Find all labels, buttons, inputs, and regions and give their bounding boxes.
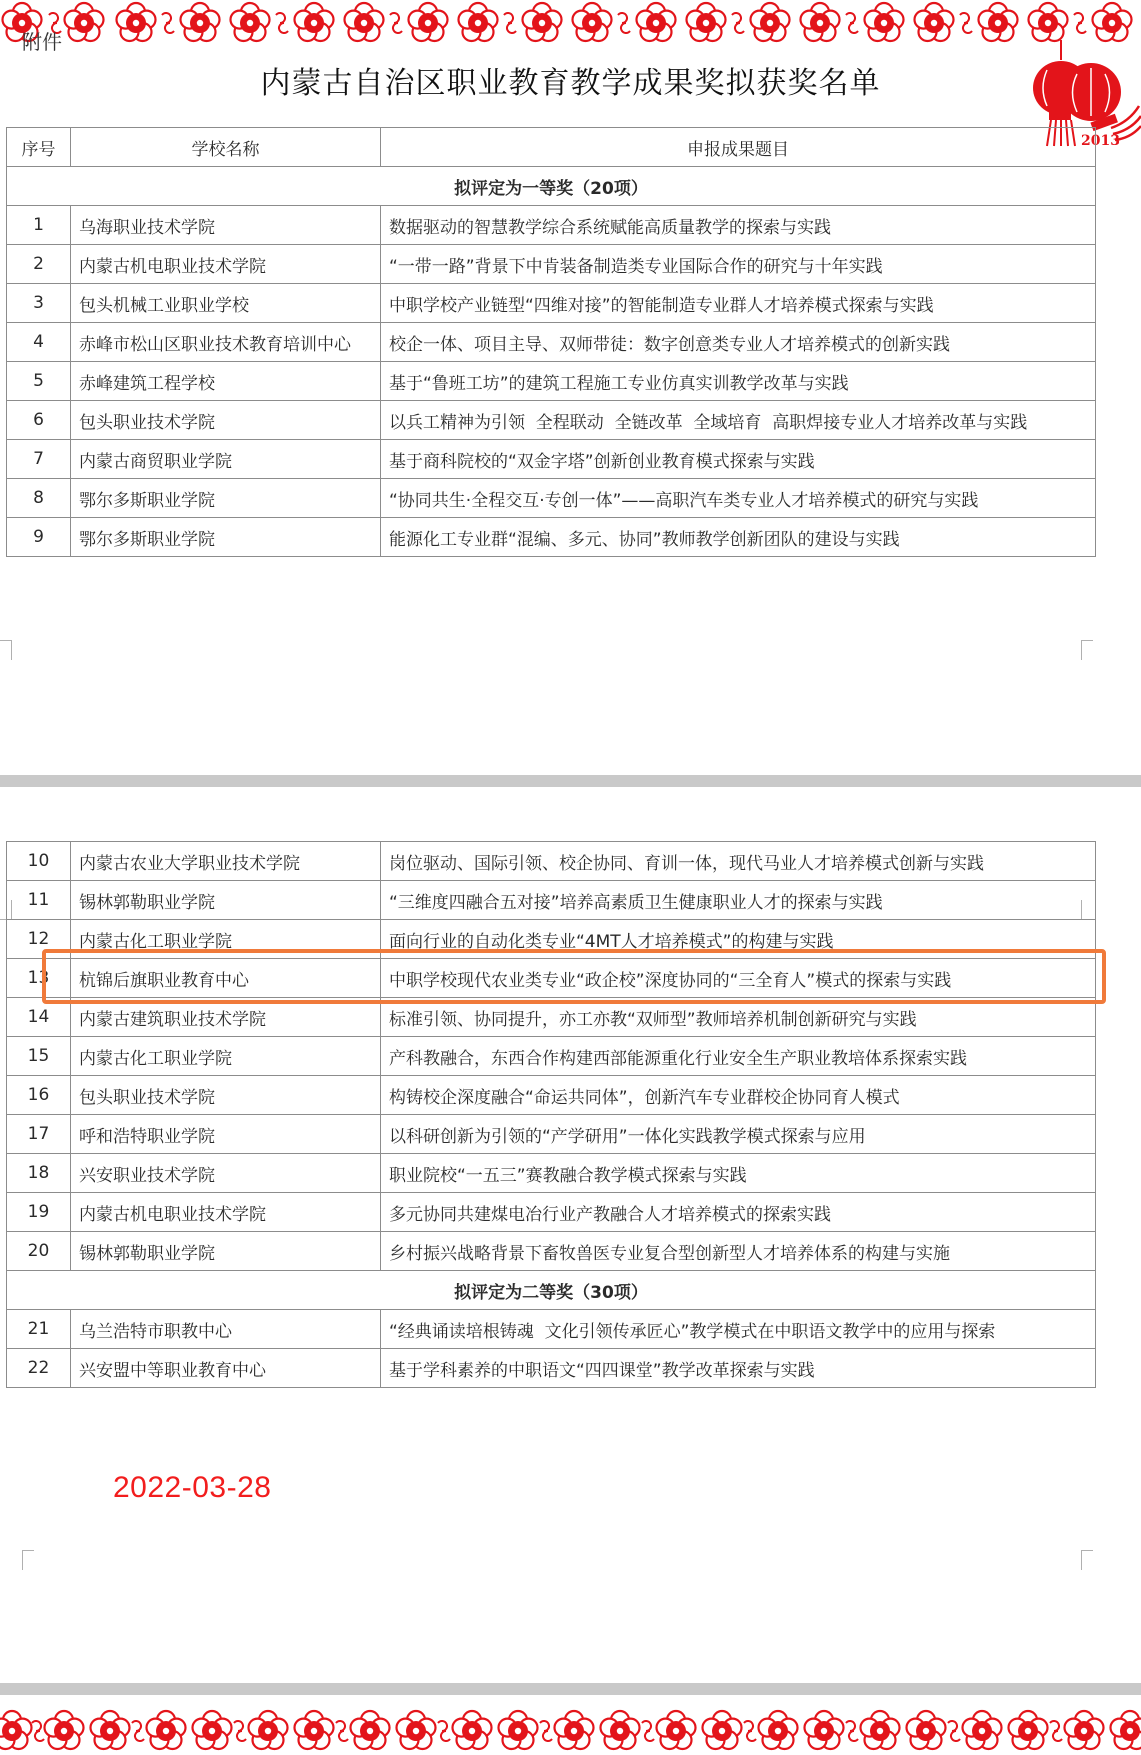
table-row: [7, 1076, 1096, 1115]
row-num: 19: [7, 1193, 71, 1232]
table-header-row: [7, 128, 1096, 167]
row-num: 6: [7, 401, 71, 440]
header-school: 学校名称: [71, 128, 381, 167]
row-num: 5: [7, 362, 71, 401]
row-topic: 能源化工专业群“混编、多元、协同”教师教学创新团队的建设与实践: [381, 518, 1096, 557]
row-school: 内蒙古农业大学职业技术学院: [71, 842, 381, 881]
row-topic: 校企一体、项目主导、双师带徒：数字创意类专业人才培养模式的创新实践: [381, 323, 1096, 362]
attachment-label: 附件: [22, 30, 62, 54]
table-row: [7, 1115, 1096, 1154]
row-topic: 面向行业的自动化类专业“4MT人才培养模式”的构建与实践: [381, 920, 1096, 959]
row-school: 包头机械工业职业学校: [71, 284, 381, 323]
row-num: 18: [7, 1154, 71, 1193]
row-topic: 产科教融合，东西合作构建西部能源重化行业安全生产职业教培体系探索实践: [381, 1037, 1096, 1076]
row-topic: 中职学校现代农业类专业“政企校”深度协同的“三全育人”模式的探索与实践: [381, 959, 1096, 998]
row-school: 赤峰市松山区职业技术教育培训中心: [71, 323, 381, 362]
row-school: 乌兰浩特市职教中心: [71, 1310, 381, 1349]
plum-blossom-pattern-icon: [0, 0, 1141, 50]
table-row: [7, 842, 1096, 881]
row-school: 内蒙古化工职业学院: [71, 1037, 381, 1076]
flower-border-top: [0, 0, 1141, 50]
table-row: [7, 1310, 1096, 1349]
row-num: 1: [7, 206, 71, 245]
header-num: 序号: [7, 128, 71, 167]
row-school: 鄂尔多斯职业学院: [71, 518, 381, 557]
row-num: 4: [7, 323, 71, 362]
row-num: 9: [7, 518, 71, 557]
table-row: [7, 479, 1096, 518]
highlight-annotation-box: [42, 949, 1106, 1004]
row-num: 15: [7, 1037, 71, 1076]
row-topic: 基于学科素养的中职语文“四四课堂”教学改革探索与实践: [381, 1349, 1096, 1388]
row-school: 杭锦后旗职业教育中心: [71, 959, 381, 998]
awards-table-page-1: [6, 127, 1096, 557]
table-row: [7, 362, 1096, 401]
row-topic: “三维度四融合五对接”培养高素质卫生健康职业人才的探索与实践: [381, 881, 1096, 920]
section-row-first-prize: [7, 167, 1096, 206]
table-row: [7, 206, 1096, 245]
crop-mark: [1081, 640, 1093, 660]
row-topic: “协同共生·全程交互·专创一体”——高职汽车类专业人才培养模式的研究与实践: [381, 479, 1096, 518]
table-row: [7, 1154, 1096, 1193]
row-topic: 基于“鲁班工坊”的建筑工程施工专业仿真实训教学改革与实践: [381, 362, 1096, 401]
row-school: 内蒙古建筑职业技术学院: [71, 998, 381, 1037]
table-row: [7, 1193, 1096, 1232]
row-school: 赤峰建筑工程学校: [71, 362, 381, 401]
awards-table-page-2: [6, 841, 1096, 1388]
row-topic: 以科研创新为引领的“产学研用”一体化实践教学模式探索与应用: [381, 1115, 1096, 1154]
row-topic: 中职学校产业链型“四维对接”的智能制造专业群人才培养模式探索与实践: [381, 284, 1096, 323]
row-topic: 基于商科院校的“双金字塔”创新创业教育模式探索与实践: [381, 440, 1096, 479]
row-num: 13: [7, 959, 71, 998]
table-row: [7, 323, 1096, 362]
row-topic: 多元协同共建煤电冶行业产教融合人才培养模式的探索实践: [381, 1193, 1096, 1232]
section-title: 拟评定为二等奖（30项）: [7, 1271, 1096, 1310]
row-topic: 岗位驱动、国际引领、校企协同、育训一体，现代马业人才培养模式创新与实践: [381, 842, 1096, 881]
row-school: 呼和浩特职业学院: [71, 1115, 381, 1154]
row-school: 包头职业技术学院: [71, 401, 381, 440]
row-topic: 标准引领、协同提升，亦工亦教“双师型”教师培养机制创新研究与实践: [381, 998, 1096, 1037]
row-topic: “一带一路”背景下中肯装备制造类专业国际合作的研究与十年实践: [381, 245, 1096, 284]
lantern-year-label: 2013: [1081, 133, 1120, 149]
row-num: 11: [7, 881, 71, 920]
row-school: 锡林郭勒职业学院: [71, 881, 381, 920]
page-separator: [0, 1683, 1141, 1695]
plum-blossom-pattern-icon: [0, 1705, 1141, 1755]
row-topic: “经典诵读培根铸魂 文化引领传承匠心”教学模式在中职语文教学中的应用与探索: [381, 1310, 1096, 1349]
flower-border-bottom: [0, 1705, 1141, 1755]
row-num: 20: [7, 1232, 71, 1271]
row-topic: 构铸校企深度融合“命运共同体”，创新汽车专业群校企协同育人模式: [381, 1076, 1096, 1115]
row-num: 17: [7, 1115, 71, 1154]
row-num: 8: [7, 479, 71, 518]
row-school: 锡林郭勒职业学院: [71, 1232, 381, 1271]
row-school: 包头职业技术学院: [71, 1076, 381, 1115]
row-school: 内蒙古机电职业技术学院: [71, 245, 381, 284]
row-topic: 乡村振兴战略背景下畜牧兽医专业复合型创新型人才培养体系的构建与实施: [381, 1232, 1096, 1271]
row-school: 内蒙古化工职业学院: [71, 920, 381, 959]
row-school: 乌海职业技术学院: [71, 206, 381, 245]
crop-mark: [0, 640, 12, 660]
header-topic: 申报成果题目: [381, 128, 1096, 167]
table-row: [7, 245, 1096, 284]
row-school: 鄂尔多斯职业学院: [71, 479, 381, 518]
row-school: 内蒙古机电职业技术学院: [71, 1193, 381, 1232]
row-school: 兴安职业技术学院: [71, 1154, 381, 1193]
row-school: 兴安盟中等职业教育中心: [71, 1349, 381, 1388]
section-title: 拟评定为一等奖（20项）: [7, 167, 1096, 206]
row-num: 12: [7, 920, 71, 959]
table-row: [7, 1232, 1096, 1271]
row-topic: 以兵工精神为引领 全程联动 全链改革 全域培育 高职焊接专业人才培养改革与实践: [381, 401, 1096, 440]
table-row: [7, 440, 1096, 479]
row-topic: 数据驱动的智慧教学综合系统赋能高质量教学的探索与实践: [381, 206, 1096, 245]
row-num: 21: [7, 1310, 71, 1349]
row-num: 10: [7, 842, 71, 881]
row-num: 7: [7, 440, 71, 479]
row-num: 16: [7, 1076, 71, 1115]
table-row: [7, 1037, 1096, 1076]
row-topic: 职业院校“一五三”赛教融合教学模式探索与实践: [381, 1154, 1096, 1193]
row-num: 2: [7, 245, 71, 284]
row-num: 22: [7, 1349, 71, 1388]
table-row: [7, 1349, 1096, 1388]
row-num: 3: [7, 284, 71, 323]
row-school: 内蒙古商贸职业学院: [71, 440, 381, 479]
page-title: 内蒙古自治区职业教育教学成果奖拟获奖名单: [260, 66, 881, 101]
section-row-second-prize: [7, 1271, 1096, 1310]
table-row: [7, 284, 1096, 323]
table-row: [7, 401, 1096, 440]
table-row: [7, 881, 1096, 920]
table-row: [7, 518, 1096, 557]
row-num: 14: [7, 998, 71, 1037]
page-separator: [0, 775, 1141, 787]
crop-mark: [22, 1550, 34, 1570]
date-watermark: 2022-03-28: [113, 1471, 272, 1504]
crop-mark: [1081, 1550, 1093, 1570]
